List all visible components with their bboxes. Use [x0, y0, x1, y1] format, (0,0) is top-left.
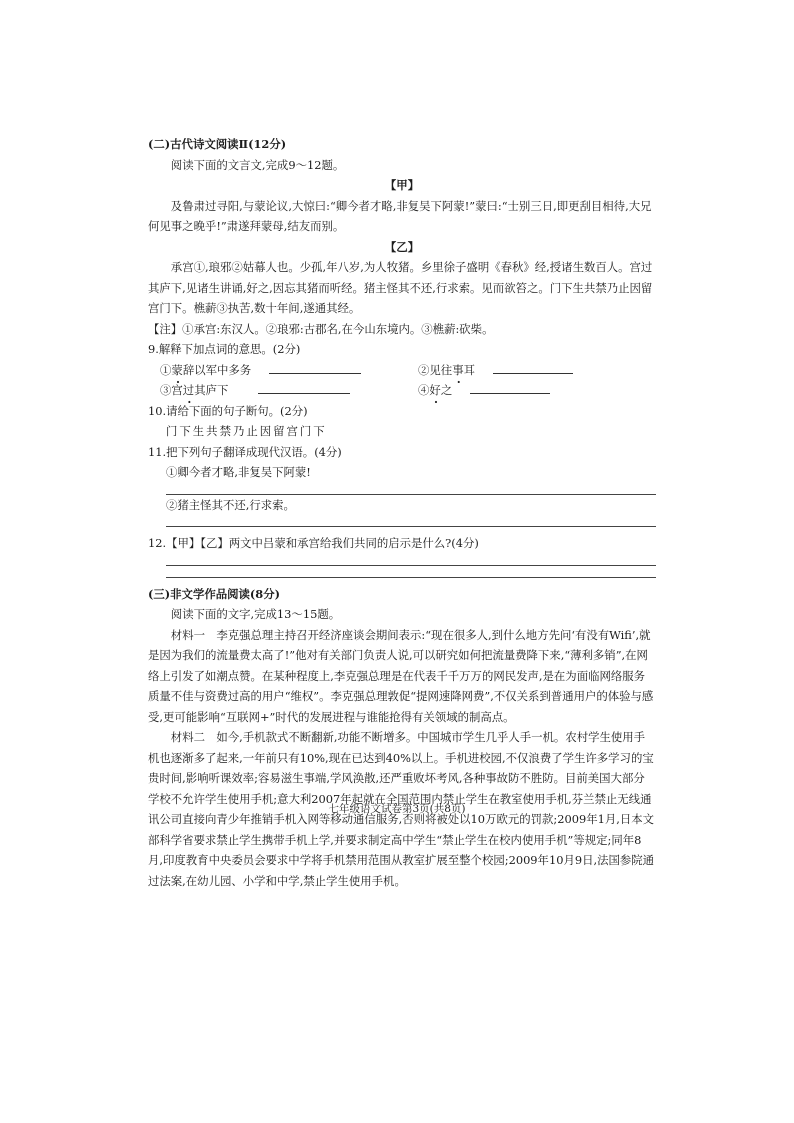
q9-answer-blank-3[interactable] [258, 381, 350, 394]
q9-item-2 [406, 360, 656, 381]
passage-jia-title: 【甲】 [384, 178, 420, 192]
q12-answer-line-1[interactable] [166, 554, 656, 566]
section2-instruction: 阅读下面的文言文,完成9～12题。 [170, 157, 345, 172]
q9-item-2-dotted-word: 事 [452, 362, 464, 377]
page-footer: 七年级语文试卷第3页(共8页) [328, 803, 466, 815]
passage-jia-text: 及鲁肃过寻阳,与蒙论议,大惊曰:“卿今者才略,非复吴下阿蒙!”蒙曰:“士别三日,即更刮目相待,大兄何见事之晚乎!”肃遂拜蒙母,结友而别。 [148, 198, 652, 233]
section2-heading: (二)古代诗文阅读Ⅱ(12分) [148, 137, 287, 151]
q9-item-1-dotted-word: 蒙 [171, 362, 183, 377]
q9-item-1-post: 辞以军中多务 [182, 362, 252, 377]
q11-answer-line-2[interactable] [166, 515, 656, 527]
q9-item-3-post: 其庐下 [194, 383, 229, 397]
q9-answer-blank-1[interactable] [269, 361, 361, 374]
q9-item-4-post: 之 [440, 383, 453, 397]
q9-stem: 9.解释下加点词的意思。(2分) [148, 342, 301, 356]
q9-item-2-post: 耳 [463, 362, 475, 377]
q11-answer-line-1[interactable] [166, 483, 656, 495]
q11-sentence-1: ①卿今者才略,非复吴下阿蒙! [166, 465, 311, 479]
q9-item-4-pre: ④ [418, 383, 430, 397]
material-1: 材料一 李克强总理主持召开经济座谈会期间表示:“现在很多人,到什么地方先问‘有没有Wifi’,就是因为我们的流量费太高了!”他对有关部门负责人说,可以研究如何把流量费降下来,“薄利多销”,在网络上引发了如潮点赞。在某种程度上,李克强总理是在代表千千万万的网民发声,是在为面临网络服务质量不佳与资费过高的用户“维权”。李克强总理敦促“提网速降网费”,不仅关系到普通用户的体验与感受,更可能影响“互联网+”时代的发展进程与谁能抢得有关领域的制高点。 [148, 627, 654, 724]
q9-answer-blank-2[interactable] [493, 361, 573, 374]
q9-item-4 [406, 380, 656, 401]
section3-instruction: 阅读下面的文字,完成13～15题。 [170, 607, 341, 621]
q12-stem: 12.【甲】【乙】两文中吕蒙和承宫给我们共同的启示是什么?(4分) [148, 536, 479, 550]
q9-item-3-pre: ③宫 [160, 383, 183, 397]
q9-item-1-pre: ① [160, 362, 172, 377]
q9-item-2-pre: ②见往 [418, 362, 453, 377]
passage-yi-title: 【乙】 [384, 239, 420, 254]
q9-item-3-dotted-word: 过 [182, 383, 195, 397]
passage-yi-text: 承宫①,琅邪②姑幕人也。少孤,年八岁,为人牧猪。乡里徐子盛明《春秋》经,授诸生数百人。宫过其庐下,见诸生讲诵,好之,因忘其猪而听经。猪主怪其不还,行求索。见而欲笞之。门下生共禁乃止因留宫门下。樵薪③执苦,数十年间,遂通其经。 [148, 260, 653, 315]
q9-item-1 [148, 360, 406, 381]
q11-stem: 11.把下列句子翻译成现代汉语。(4分) [148, 444, 342, 459]
page-content [148, 134, 656, 891]
q9-item-4-dotted-word: 好 [429, 383, 441, 397]
q9-item-3 [148, 380, 406, 401]
q10-stem: 10.请给下面的句子断句。(2分) [148, 403, 308, 418]
material-2: 材料二 如今,手机款式不断翻新,功能不断增多。中国城市学生几乎人手一机。农村学生使用手机也逐渐多了起来,一年前只有10%,现在已达到40%以上。手机进校园,不仅浪费了学生许多学习的宝贵时间,影响听课效率;容易滋生事端,学风涣散,还严重败坏考风,各种事故防不胜防。目前美国大部分学校不允许学生使用手机;意大利2007年起就在全国范围内禁止学生在教室使用手机,芬兰禁止无线通讯公司直接向青少年推销手机入网等移动通信服务,否则将被处以10万欧元的罚款;2009年1月,日本文部科学省要求禁止学生携带手机上学,并要求制定高中学生“禁止学生在校内使用手机”等规定;同年8月,印度教育中央委员会要求中学将手机禁用范围从教室扩展至整个校园;2009年10月9日,法国参院通过法案,在幼儿园、小学和中学,禁止学生使用手机。 [148, 730, 655, 888]
q9-answer-blank-4[interactable] [470, 381, 550, 394]
section3-heading: (三)非文学作品阅读(8分) [148, 586, 280, 601]
passage-note: 【注】①承宫:东汉人。②琅邪:古郡名,在今山东境内。③樵薪:砍柴。 [148, 321, 494, 336]
q11-sentence-2: ②猪主怪其不还,行求索。 [166, 497, 295, 512]
q12-answer-line-2[interactable] [166, 566, 656, 578]
q9-items [148, 360, 656, 401]
q10-sentence: 门下生共禁乃止因留宫门下 [166, 424, 327, 438]
